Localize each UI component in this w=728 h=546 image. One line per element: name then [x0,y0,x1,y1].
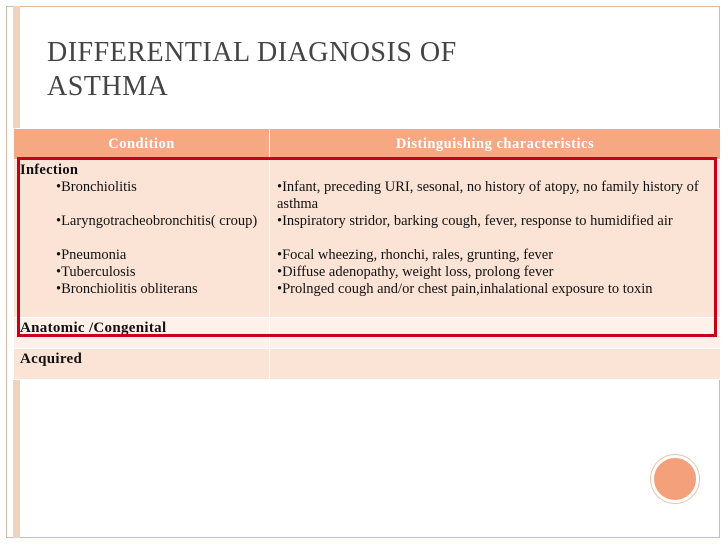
acquired-label-cell [14,349,270,380]
table-row-acquired [14,349,721,380]
infection-label: Infection [20,162,79,178]
header-characteristics: Distinguishing characteristics [270,129,721,160]
characteristics-tuberculosis: •Diffuse adenopathy, weight loss, prolong fever [277,264,554,280]
slide-title: DIFFERENTIAL DIAGNOSIS OF ASTHMA [47,37,457,102]
characteristics-croup: •Inspiratory stridor, barking cough, fever, response to humidified air [277,213,673,229]
table-row-anatomic [14,318,721,349]
infection-conditions-cell [14,160,270,318]
spacer [274,162,716,179]
anatomic-label-cell [14,318,270,349]
condition-bronchiolitis-obliterans: •Bronchiolitis obliterans [56,281,198,297]
table-header-row [14,129,721,160]
characteristics-bronchiolitis-obliterans: •Prolnged cough and/or chest pain,inhalational exposure to toxin [277,281,653,297]
anatomic-characteristics [270,318,721,349]
characteristics-pneumonia: •Focal wheezing, rhonchi, rales, grunting, fever [277,247,554,263]
condition-pneumonia: •Pneumonia [56,247,127,263]
decorative-circle-icon [651,455,699,503]
header-condition: Condition [14,129,270,160]
condition-bronchiolitis: •Bronchiolitis [56,179,137,195]
table-row-infection-group [14,160,721,318]
condition-croup: •Laryngotracheobronchitis( croup) [56,213,258,229]
anatomic-label: Anatomic /Congenital [20,320,167,336]
acquired-label: Acquired [20,351,83,367]
characteristics-bronchiolitis: •Infant, preceding URI, sesonal, no history of atopy, no family history of asthma [277,179,699,212]
infection-characteristics-cell [270,160,721,318]
condition-tuberculosis: •Tuberculosis [56,264,136,280]
acquired-characteristics [270,349,721,380]
differential-table [13,128,721,380]
